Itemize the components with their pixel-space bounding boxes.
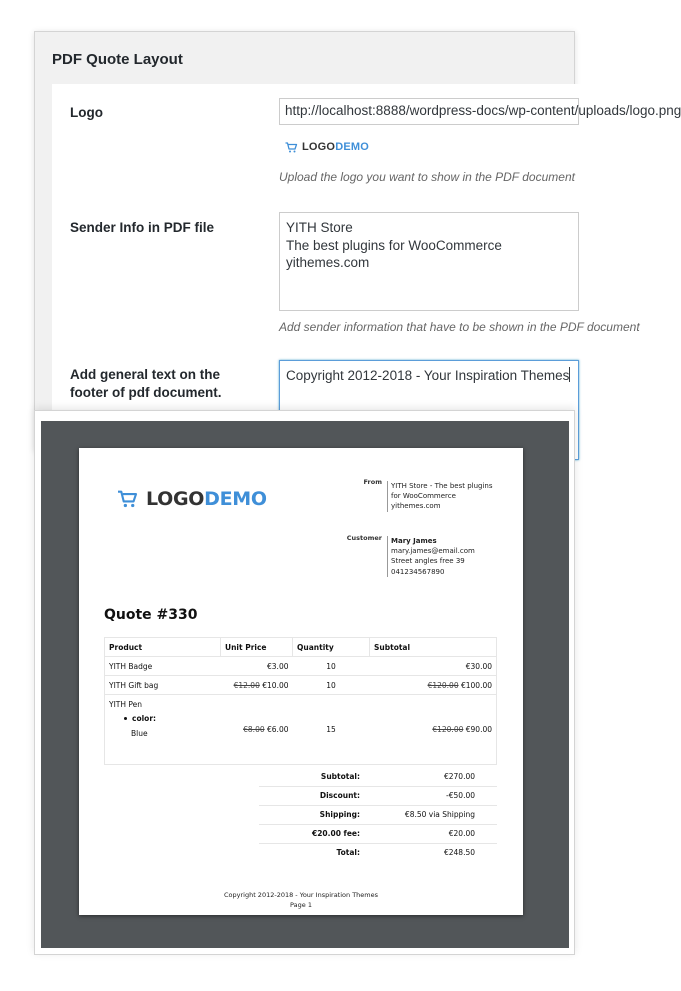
logo-label: Logo [70,105,103,120]
totals-row-fee: €20.00 fee: €20.00 [259,824,497,843]
customer-label: Customer [346,534,382,542]
col-product: Product [105,638,221,657]
col-quantity: Quantity [293,638,370,657]
totals-table [259,767,497,862]
col-subtotal: Subtotal [370,638,497,657]
cart-icon [117,490,137,508]
pdf-quote-layout-panel [34,31,681,451]
table-row: YITH Badge €3.00 10 €30.00 [105,657,497,676]
col-unit-price: Unit Price [221,638,293,657]
settings-form [52,84,681,454]
cart-icon [285,142,297,153]
footer-text-textarea[interactable]: Copyright 2012-2018 - Your Inspiration Themes [279,360,579,460]
quote-items-table [104,637,497,765]
logo-url-input[interactable]: http://localhost:8888/wordpress-docs/wp-content/uploads/logo.png [279,98,579,125]
sender-info-description: Add sender information that have to be shown in the PDF document [279,320,640,334]
totals-row-discount: Discount: -€50.00 [259,786,497,805]
sender-info: YITH Store - The best plugins for WooCommerce yithemes.com [387,481,493,512]
footer-copyright: Copyright 2012-2018 - Your Inspiration Themes [223,891,378,899]
pdf-viewer [41,421,569,948]
table-header-row [105,638,497,657]
logo-preview-text: LOGODEMO [302,141,370,153]
text-caret [569,367,570,382]
footer-text-label: Add general text on the footer of pdf document. [70,367,222,400]
table-row: YITH Pen color: Blue €8.00 €6.00 15 €120.00 €90.00 [105,695,497,765]
logo-preview [285,141,369,153]
table-row: YITH Gift bag €12.00 €10.00 10 €120.00 €100.00 [105,676,497,695]
sender-info-label: Sender Info in PDF file [70,220,215,235]
quote-title: Quote #330 [104,607,198,623]
pdf-preview-frame [34,410,575,955]
pdf-logo: LOGODEMO [117,488,267,510]
totals-row-total: Total: €248.50 [336,848,475,858]
logo-description: Upload the logo you want to show in the PDF document [279,170,575,184]
from-label: From [363,478,382,486]
bullet-icon [124,717,127,720]
pdf-page [79,448,523,915]
pdf-footer [79,890,523,910]
sender-info-textarea[interactable]: YITH Store The best plugins for WooCommerce yithemes.com [279,212,579,311]
panel-title: PDF Quote Layout [52,51,183,68]
totals-row-subtotal: Subtotal: €270.00 [259,767,497,786]
customer-info: Mary James mary.james@email.com Street angles free 39 041234567890 [387,536,475,577]
footer-page-number: Page 1 [290,901,312,909]
totals-row-shipping: Shipping: €8.50 via Shipping [259,805,497,824]
